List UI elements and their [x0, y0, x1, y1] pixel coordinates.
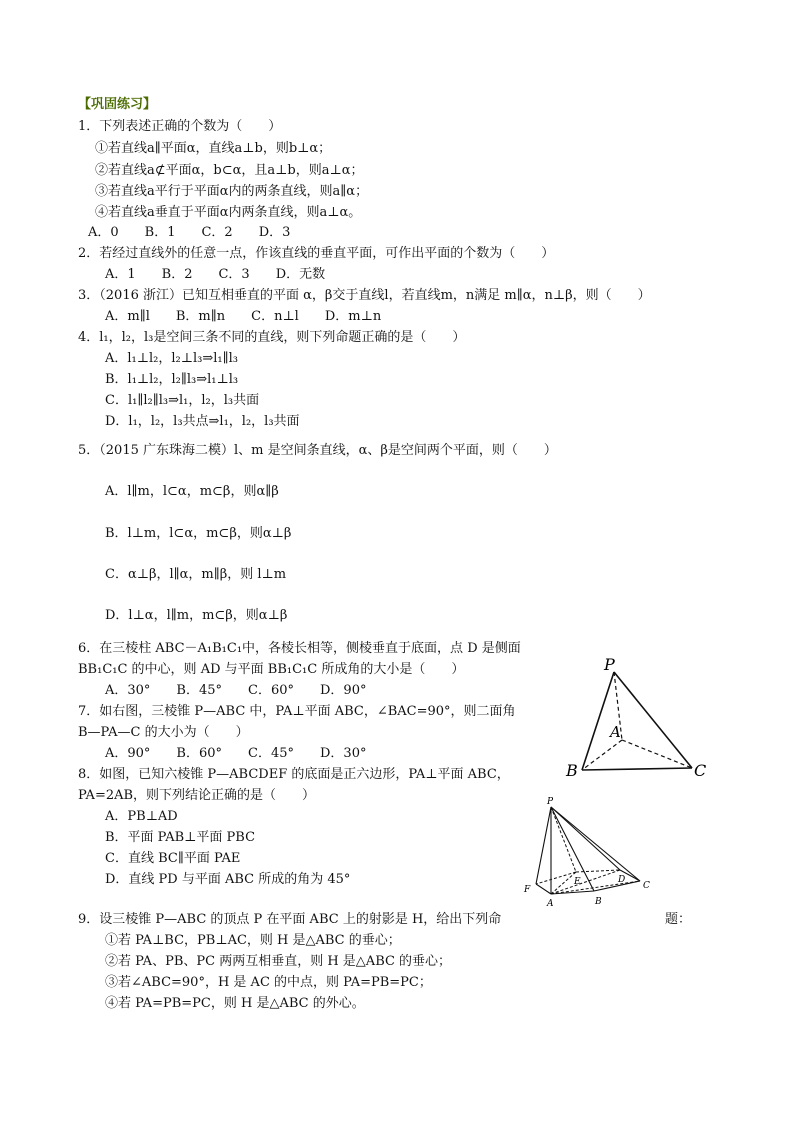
q1-stem: 1．下列表述正确的个数为（ ） — [78, 119, 282, 134]
label-F: F — [524, 885, 531, 895]
label-A: A — [610, 723, 621, 741]
label-E: E — [574, 877, 581, 887]
q7-options: A．90° B．60° C．45° D．30° — [105, 746, 367, 761]
q6-options: A．30° B．45° C．60° D．90° — [105, 683, 367, 698]
q4-stem: 4．l₁，l₂，l₃是空间三条不同的直线，则下列命题正确的是（ ） — [78, 330, 466, 345]
edge-FA — [536, 884, 551, 894]
q1-item: ③若直线a平行于平面α内的两条直线，则a∥α； — [95, 184, 369, 199]
section-title: 【巩固练习】 — [78, 97, 157, 112]
edge-AC — [551, 881, 640, 894]
q9-item: ④若 PA=PB=PC，则 H 是△ABC 的外心。 — [105, 996, 365, 1011]
hexagonal-pyramid-figure — [518, 792, 668, 912]
q6-stem: BB₁C₁C 的中心，则 AD 与平面 BB₁C₁C 所成角的大小是（ ） — [78, 662, 465, 677]
q2-options: A．1 B．2 C．3 D．无数 — [105, 267, 326, 282]
q8-option: B．平面 PAB⊥平面 PBC — [105, 830, 256, 845]
edge-PC — [551, 807, 640, 881]
edge-PF — [536, 807, 551, 884]
label-P: P — [547, 797, 554, 807]
q8-option: C．直线 BC∥平面 PAE — [105, 851, 241, 866]
q9-stem: 9．设三棱锥 P—ABC 的顶点 P 在平面 ABC 上的射影是 H，给出下列命 — [78, 912, 502, 927]
q8-stem: PA=2AB，则下列结论正确的是（ ） — [78, 788, 316, 803]
q9-item: ②若 PA、PB、PC 两两互相垂直，则 H 是△ABC 的垂心； — [105, 954, 452, 969]
edge-EF — [536, 872, 576, 884]
edge-PD — [551, 807, 620, 870]
label-D: D — [618, 875, 626, 885]
label-C: C — [643, 881, 650, 891]
q8-option: D．直线 PD 与平面 ABC 所成的角为 45° — [105, 872, 351, 887]
q6-stem: 6．在三棱柱 ABC－A₁B₁C₁中，各棱长相等，侧棱垂直于底面，点 D 是侧面 — [78, 641, 521, 656]
edge-AB — [582, 740, 622, 770]
q3-stem: 3．（2016 浙江）已知互相垂直的平面 α，β交于直线l，若直线m，n满足 m∥α，n⊥β，则（ ） — [78, 288, 651, 303]
q7-stem: 7．如右图，三棱锥 P—ABC 中，PA⊥平面 ABC，∠BAC=90°，则二面角 — [78, 704, 516, 719]
q4-option: A．l₁⊥l₂，l₂⊥l₃⇒l₁∥l₃ — [105, 351, 238, 366]
label-A: A — [547, 899, 554, 909]
q4-option: C．l₁∥l₂∥l₃⇒l₁，l₂，l₃共面 — [105, 393, 260, 408]
q5-option: B．l⊥m，l⊂α，m⊂β，则α⊥β — [105, 526, 292, 541]
q8-option: A．PB⊥AD — [105, 809, 178, 824]
label-B: B — [595, 897, 602, 907]
q9-item: ③若∠ABC=90°，H 是 AC 的中点，则 PA=PB=PC； — [105, 975, 432, 990]
q5-option: D．l⊥α，l∥m，m⊂β，则α⊥β — [105, 608, 288, 623]
q8-stem: 8．如图，已知六棱锥 P—ABCDEF 的底面是正六边形，PA⊥平面 ABC， — [78, 767, 510, 782]
q1-item: ①若直线a∥平面α，直线a⊥b，则b⊥α； — [95, 141, 332, 156]
q1-options: A．0 B．1 C．2 D．3 — [88, 225, 291, 240]
q3-options: A．m∥l B．m∥n C．n⊥l D．m⊥n — [105, 309, 382, 324]
edge-ED — [576, 870, 620, 872]
q1-item: ④若直线a垂直于平面α内两条直线，则a⊥α。 — [95, 205, 362, 220]
label-C: C — [694, 761, 707, 780]
q4-option: D．l₁，l₂，l₃共点⇒l₁，l₂，l₃共面 — [105, 414, 300, 429]
q4-option: B．l₁⊥l₂，l₂∥l₃⇒l₁⊥l₃ — [105, 372, 239, 387]
edge-BC — [582, 768, 692, 770]
label-P: P — [604, 655, 615, 674]
edge-PB — [551, 807, 594, 891]
q5-option: A．l∥m，l⊂α，m⊂β，则α∥β — [105, 484, 279, 499]
q5-option: C．α⊥β，l∥α，m∥β，则 l⊥m — [105, 567, 287, 582]
q7-stem: B—PA—C 的大小为（ ） — [78, 725, 249, 740]
q9-item: ①若 PA⊥BC，PB⊥AC，则 H 是△ABC 的垂心； — [105, 933, 401, 948]
q1-item: ②若直线a⊄平面α，b⊂α，且a⊥b，则a⊥α； — [95, 163, 364, 178]
q9-stem-tail: 题： — [665, 912, 692, 927]
edge-PC — [614, 672, 692, 768]
q5-stem: 5．（2015 广东珠海二模）l、m 是空间条直线，α、β是空间两个平面，则（ ） — [78, 443, 557, 458]
edge-PB — [582, 672, 614, 770]
label-B: B — [566, 761, 578, 780]
pyramid-figure — [560, 655, 720, 787]
q2-stem: 2．若经过直线外的任意一点，作该直线的垂直平面，可作出平面的个数为（ ） — [78, 246, 555, 261]
